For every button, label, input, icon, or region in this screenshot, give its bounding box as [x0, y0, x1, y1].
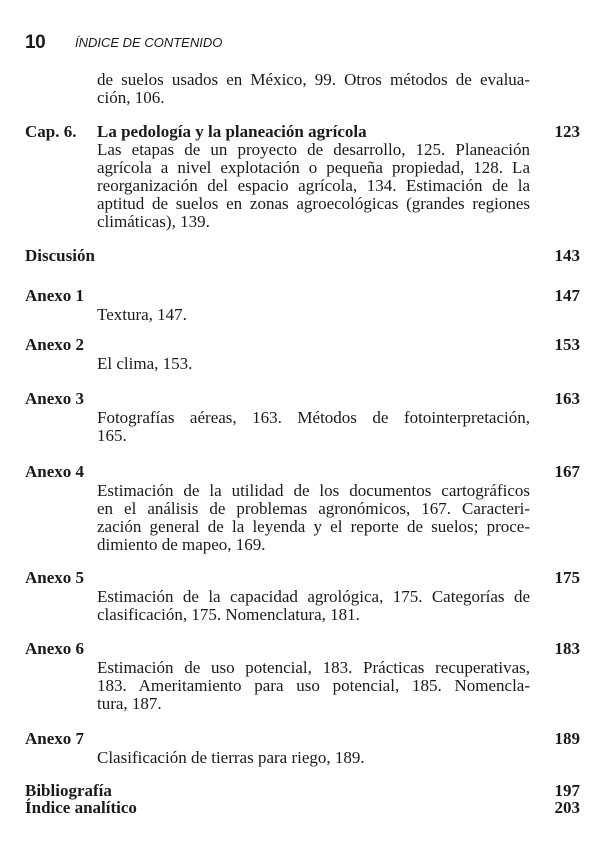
entry-label: Anexo 7	[25, 729, 85, 748]
entry-page: 153	[554, 335, 580, 354]
entry-page: 189	[554, 729, 580, 748]
entry-page: 123	[554, 122, 580, 141]
entry-label: Cap. 6.	[25, 122, 77, 141]
text-line: 165.	[97, 426, 127, 445]
text-line: Fotografías aéreas, 163. Métodos de fotointerpretación,	[97, 409, 530, 427]
text-line: Textura, 147.	[97, 305, 187, 324]
text-line: 183. Ameritamiento para uso potencial, 185. Nomencla-	[97, 677, 530, 695]
entry-page: 183	[554, 639, 580, 658]
entry-page: 147	[554, 286, 580, 305]
text-line: Estimación de uso potencial, 183. Prácticas recuperativas,	[97, 659, 530, 677]
entry-description	[97, 409, 530, 445]
entry-page: 167	[554, 462, 580, 481]
text-line: dimiento de mapeo, 169.	[97, 535, 266, 554]
text-line: zación general de la leyenda y el reporte de suelos; proce-	[97, 518, 530, 536]
entry-page: 203	[554, 798, 580, 817]
entry-label: Anexo 6	[25, 639, 85, 658]
entry-page: 197	[554, 781, 580, 800]
text-line: de suelos usados en México, 99. Otros métodos de evalua-	[97, 71, 530, 89]
entry-description	[97, 482, 530, 554]
entry-description	[97, 306, 530, 324]
text-line: en el análisis de problemas agronómicos, 167. Caracteri-	[97, 500, 530, 518]
entry-label: Discusión	[25, 246, 95, 265]
entry-label: Anexo 2	[25, 335, 85, 354]
entry-label: Anexo 5	[25, 568, 85, 587]
entry-page: 143	[554, 246, 580, 265]
entry-label: Anexo 1	[25, 286, 85, 305]
entry-description	[97, 659, 530, 713]
entry-title: La pedología y la planeación agrícola	[97, 122, 367, 141]
entry-description	[97, 749, 530, 767]
entry-page: 175	[554, 568, 580, 587]
text-line: El clima, 153.	[97, 354, 193, 373]
continuation-text	[97, 71, 530, 107]
text-line: clasificación, 175. Nomenclatura, 181.	[97, 605, 360, 624]
text-line: agrícola a nivel explotación o pequeña propiedad, 128. La	[97, 159, 530, 177]
entry-label: Anexo 4	[25, 462, 85, 481]
text-line: tura, 187.	[97, 694, 162, 713]
entry-description	[97, 141, 530, 231]
entry-description	[97, 588, 530, 624]
text-line: ción, 106.	[97, 88, 165, 107]
text-line: Clasificación de tierras para riego, 189.	[97, 748, 365, 767]
text-line: Estimación de la utilidad de los documentos cartográficos	[97, 482, 530, 500]
running-title: ÍNDICE DE CONTENIDO	[75, 35, 223, 50]
text-line: reorganización del espacio agrícola, 134. Estimación de la	[97, 177, 530, 195]
entry-description	[97, 355, 530, 373]
text-line: aptitud de suelos en zonas agroecológicas (grandes regiones	[97, 195, 530, 213]
entry-label: Anexo 3	[25, 389, 85, 408]
text-line: climáticas), 139.	[97, 212, 210, 231]
entry-label: Bibliografía	[25, 781, 112, 800]
page-number: 10	[25, 32, 46, 53]
entry-page: 163	[554, 389, 580, 408]
text-line: Estimación de la capacidad agrológica, 175. Categorías de	[97, 588, 530, 606]
entry-label: Índice analítico	[25, 798, 137, 817]
text-line: Las etapas de un proyecto de desarrollo, 125. Planeación	[97, 141, 530, 159]
